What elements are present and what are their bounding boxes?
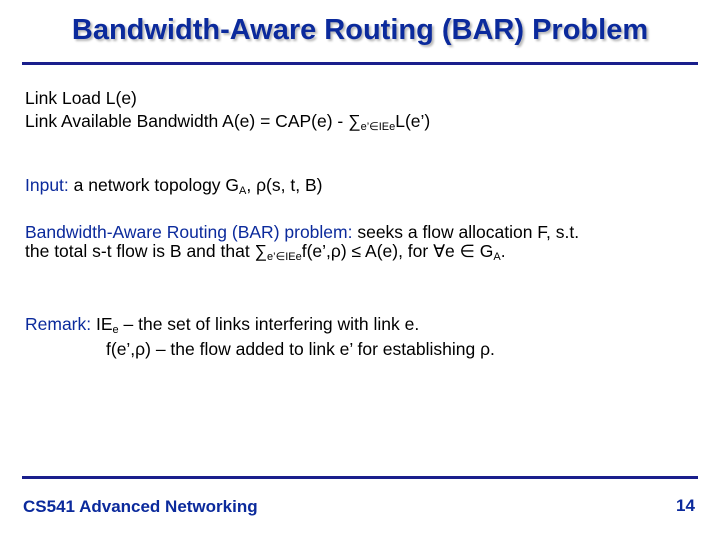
bar-constraint-text: the total s-t flow is B and that ∑ [25, 241, 268, 261]
slide-title: Bandwidth-Aware Routing (BAR) Problem [71, 14, 649, 46]
footer-divider [22, 476, 698, 479]
remark-subscript: e [112, 324, 119, 336]
input-text: a network topology G [68, 175, 240, 195]
remark-line [25, 314, 419, 334]
remark-label: Remark: [25, 314, 92, 334]
bar-constraint-line [25, 241, 506, 261]
link-load-line [25, 88, 137, 108]
sum-subscript: e’∈IEe [360, 121, 396, 133]
remark-text: IE [91, 314, 113, 334]
bar-constraint-tail: . [500, 241, 506, 261]
link-load-text: Link Load L(e) [25, 88, 137, 108]
title-divider [22, 62, 698, 65]
bar-problem-label: Bandwidth-Aware Routing (BAR) problem: [25, 222, 353, 242]
available-bandwidth-text: Link Available Bandwidth A(e) = CAP(e) - ∑ [25, 111, 361, 131]
input-label: Input: [25, 175, 69, 195]
remark-tail: – the set of links interfering with link e. [118, 314, 420, 334]
bar-constraint-subscript-2: A [493, 251, 501, 263]
available-bandwidth-tail: L(e’) [395, 111, 431, 131]
bar-constraint-subscript: e’∈IEe [267, 251, 302, 263]
available-bandwidth-line [25, 111, 430, 131]
bar-problem-line [25, 222, 579, 242]
bar-constraint-mid: f(e’,ρ) ≤ A(e), for ∀e ∈ G [301, 241, 494, 261]
input-tail: , ρ(s, t, B) [246, 175, 323, 195]
input-line [25, 175, 322, 195]
page-number: 14 [676, 496, 695, 515]
bar-problem-text: seeks a flow allocation F, s.t. [352, 222, 580, 242]
input-subscript: A [239, 185, 247, 197]
course-name: CS541 Advanced Networking [23, 497, 258, 516]
remark-text-2: f(e’,ρ) – the flow added to link e’ for establishing ρ. [106, 339, 495, 359]
remark-line-2 [106, 339, 495, 359]
